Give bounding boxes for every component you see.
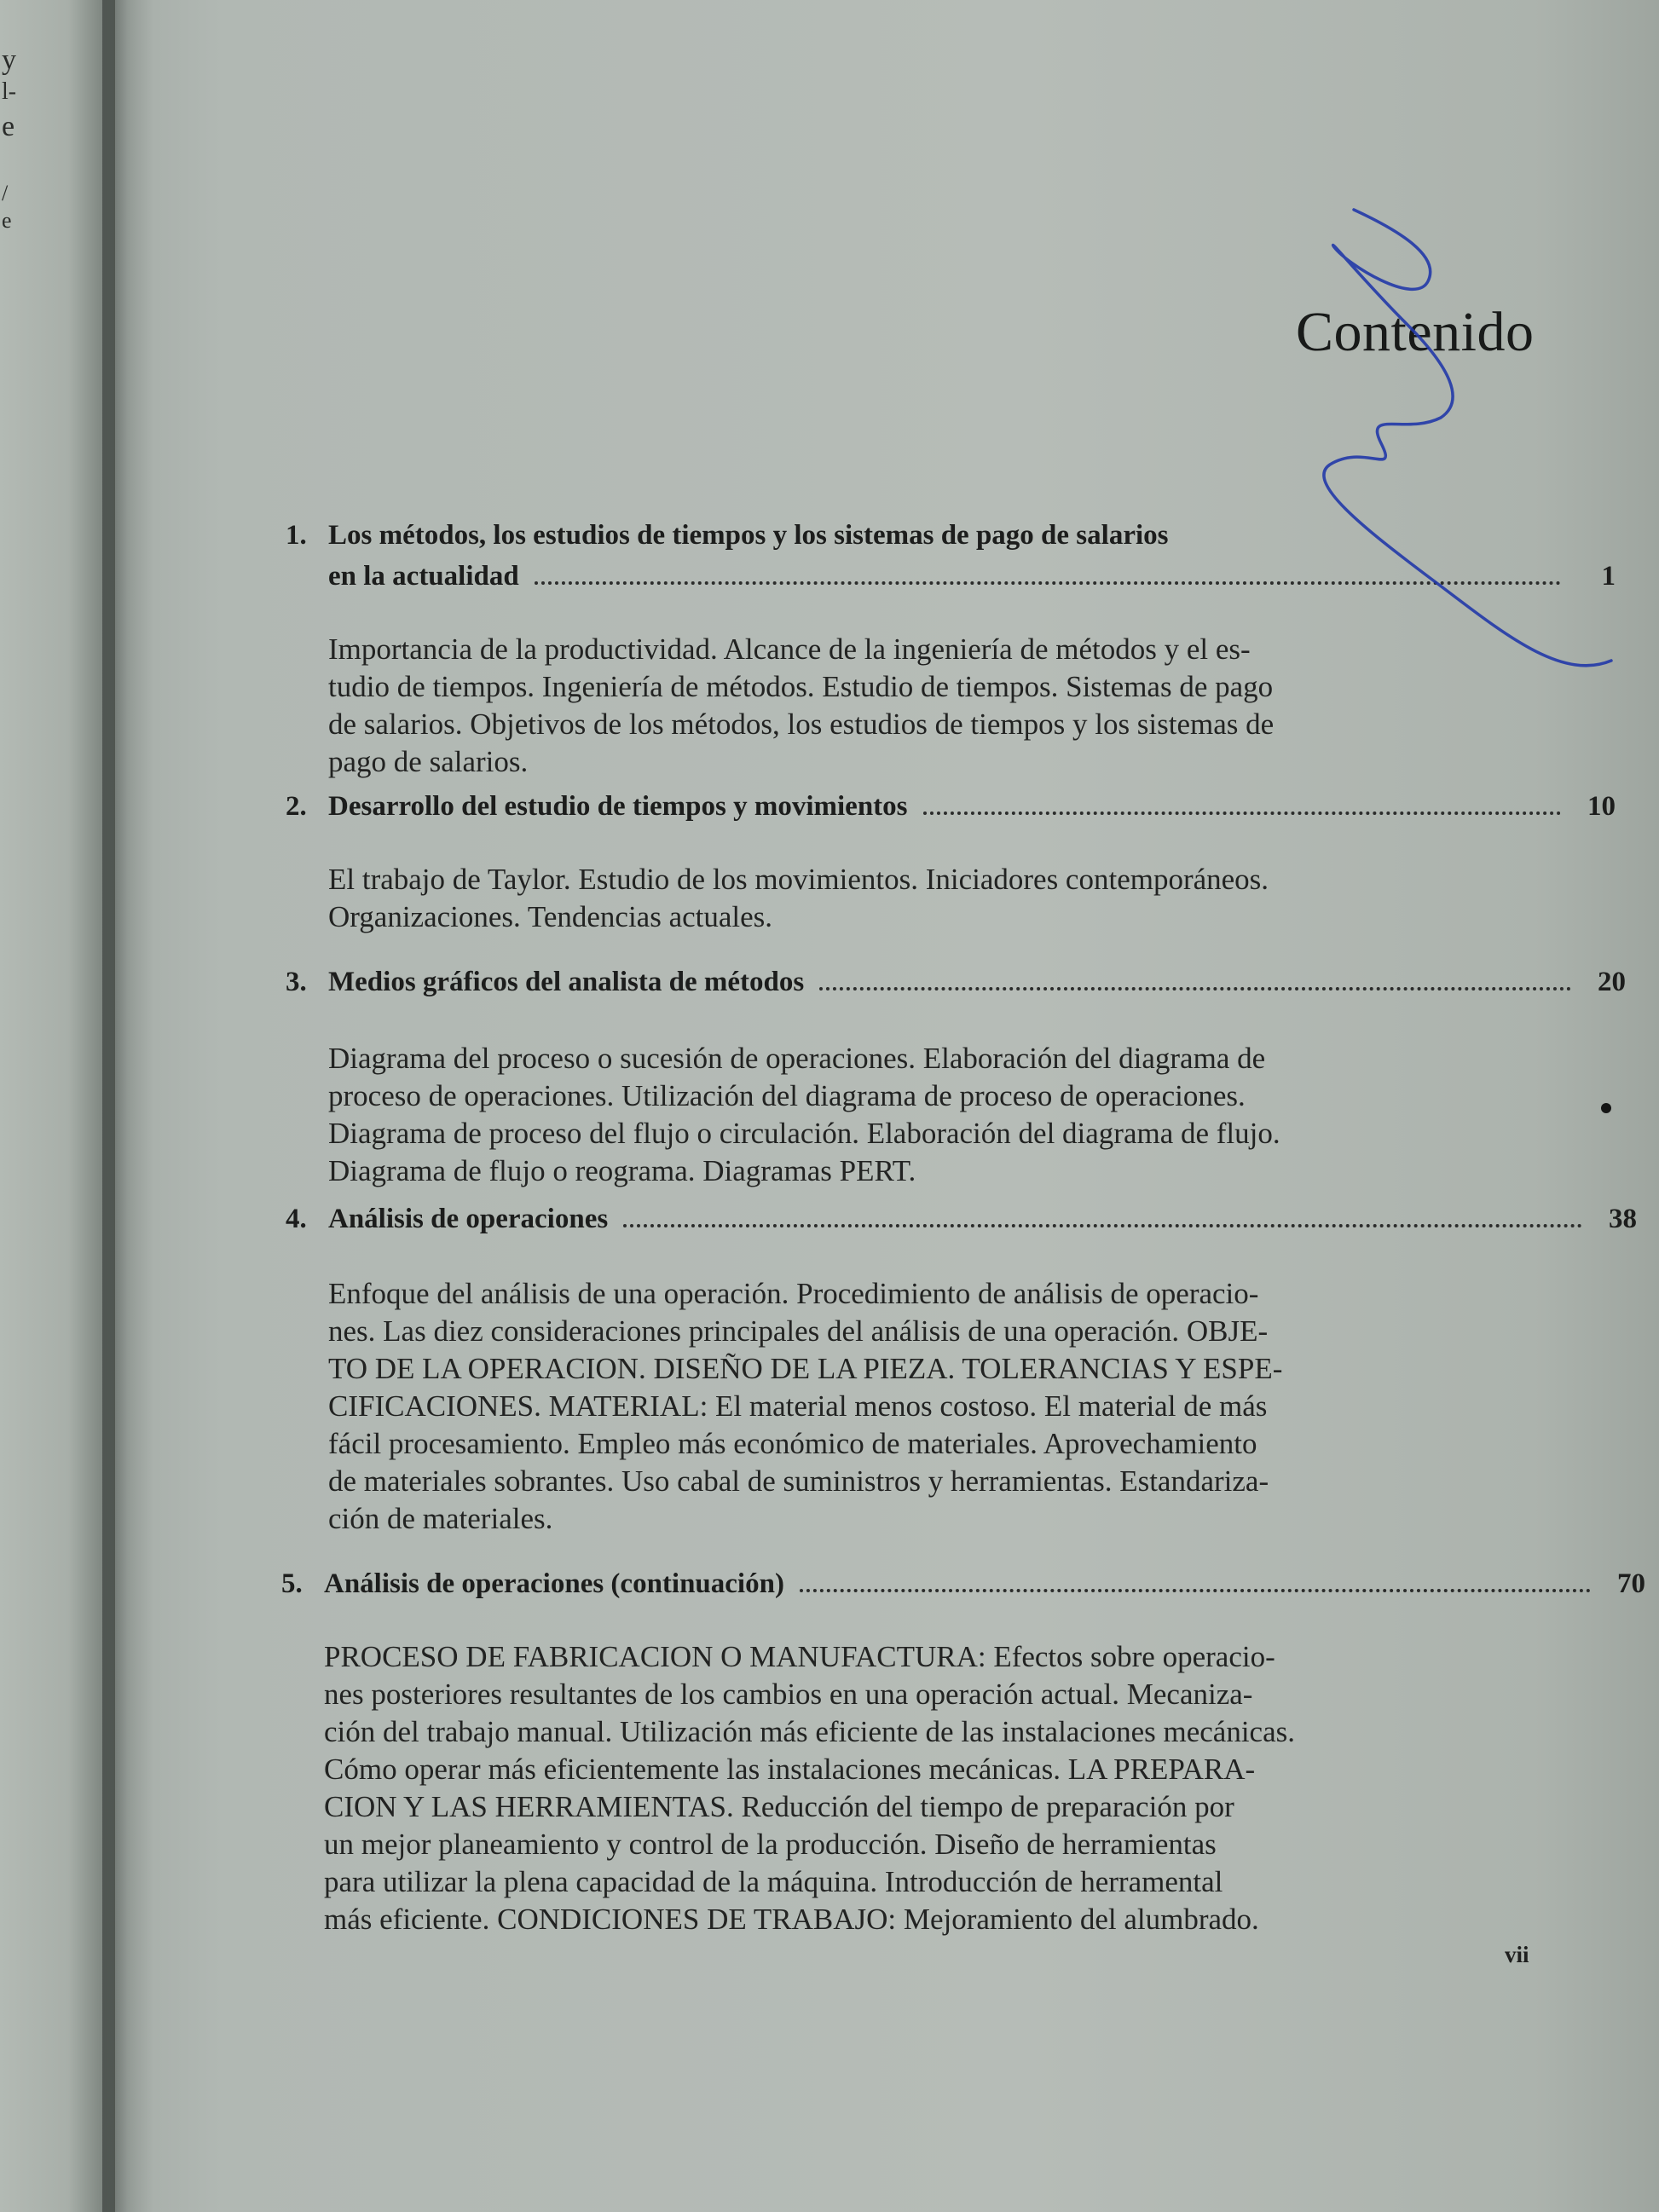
page-title: Contenido xyxy=(1296,301,1535,363)
description-line: nes posteriores resultantes de los cambios en una operación actual. Mecaniza- xyxy=(324,1678,1253,1711)
toc-entry-title-line: Los métodos, los estudios de tiempos y los sistemas de pago de salarios xyxy=(328,520,1169,551)
description-line: fácil procesamiento. Empleo más económico de materiales. Aprovechamiento xyxy=(328,1427,1257,1460)
toc-entry-number: 2. xyxy=(286,791,307,822)
description-line: un mejor planeamiento y control de la producción. Diseño de herramientas xyxy=(324,1828,1217,1861)
toc-entry-page-number: 10 xyxy=(1587,791,1616,822)
description-line: proceso de operaciones. Utilización del diagrama de proceso de operaciones. xyxy=(328,1079,1246,1112)
left-page-fragment: e xyxy=(2,111,15,142)
description-line: Cómo operar más eficientemente las instalaciones mecánicas. LA PREPARA- xyxy=(324,1753,1256,1786)
description-line: TO DE LA OPERACION. DISEÑO DE LA PIEZA. TOLERANCIAS Y ESPE- xyxy=(328,1352,1283,1385)
left-page-fragment: l- xyxy=(2,78,17,105)
toc-entry-page-number: 38 xyxy=(1609,1204,1637,1234)
toc-entry-number: 3. xyxy=(286,967,307,997)
description-line: El trabajo de Taylor. Estudio de los movimientos. Iniciadores contemporáneos. xyxy=(328,863,1269,896)
description-line: Organizaciones. Tendencias actuales. xyxy=(328,900,773,933)
left-page-fragment: / xyxy=(2,181,9,205)
toc-entry-title-line: Desarrollo del estudio de tiempos y movimientos xyxy=(328,791,908,822)
description-line: más eficiente. CONDICIONES DE TRABAJO: Mejoramiento del alumbrado. xyxy=(324,1903,1259,1936)
description-line: Importancia de la productividad. Alcance de la ingeniería de métodos y el es- xyxy=(328,632,1251,666)
toc-entry-title-line: en la actualidad xyxy=(328,561,519,592)
toc-entry-page-number: 1 xyxy=(1601,561,1616,592)
description-line: Enfoque del análisis de una operación. Procedimiento de análisis de operacio- xyxy=(328,1277,1259,1310)
description-line: CIFICACIONES. MATERIAL: El material menos costoso. El material de más xyxy=(328,1389,1268,1423)
toc-entry-number: 1. xyxy=(286,520,307,551)
description-line: de salarios. Objetivos de los métodos, los estudios de tiempos y los sistemas de xyxy=(328,707,1275,741)
description-line: de materiales sobrantes. Uso cabal de suministros y herramientas. Estandariza- xyxy=(328,1464,1269,1498)
description-line: Diagrama de flujo o reograma. Diagramas PERT. xyxy=(328,1154,916,1187)
description-line: PROCESO DE FABRICACION O MANUFACTURA: Efectos sobre operacio- xyxy=(324,1640,1275,1673)
description-line: pago de salarios. xyxy=(328,745,529,778)
toc-entry-title-line: Análisis de operaciones (continuación) xyxy=(324,1568,784,1599)
description-line: ción del trabajo manual. Utilización más eficiente de las instalaciones mecánicas. xyxy=(324,1715,1295,1748)
toc-entry-number: 4. xyxy=(286,1204,307,1234)
description-line: Diagrama del proceso o sucesión de operaciones. Elaboración del diagrama de xyxy=(328,1042,1266,1075)
toc-entry-page-number: 20 xyxy=(1598,967,1626,997)
page-folio: vii xyxy=(1505,1942,1529,1967)
toc-entry-title-line: Análisis de operaciones xyxy=(328,1204,609,1234)
toc-entry-title-line: Medios gráficos del analista de métodos xyxy=(328,967,805,997)
toc-entry-page-number: 70 xyxy=(1617,1568,1645,1599)
description-line: para utilizar la plena capacidad de la máquina. Introducción de herramental xyxy=(324,1865,1223,1898)
description-line: ción de materiales. xyxy=(328,1502,553,1535)
toc-entry-number: 5. xyxy=(281,1568,303,1599)
description-line: tudio de tiempos. Ingeniería de métodos. Estudio de tiempos. Sistemas de pago xyxy=(328,670,1274,703)
description-line: nes. Las diez consideraciones principales del análisis de una operación. OBJE- xyxy=(328,1314,1269,1348)
description-line: Diagrama de proceso del flujo o circulación. Elaboración del diagrama de flujo. xyxy=(328,1117,1280,1150)
left-page-fragment: e xyxy=(2,208,12,233)
description-line: CION Y LAS HERRAMIENTAS. Reducción del tiempo de preparación por xyxy=(324,1790,1234,1823)
left-page-fragment: y xyxy=(2,44,16,76)
